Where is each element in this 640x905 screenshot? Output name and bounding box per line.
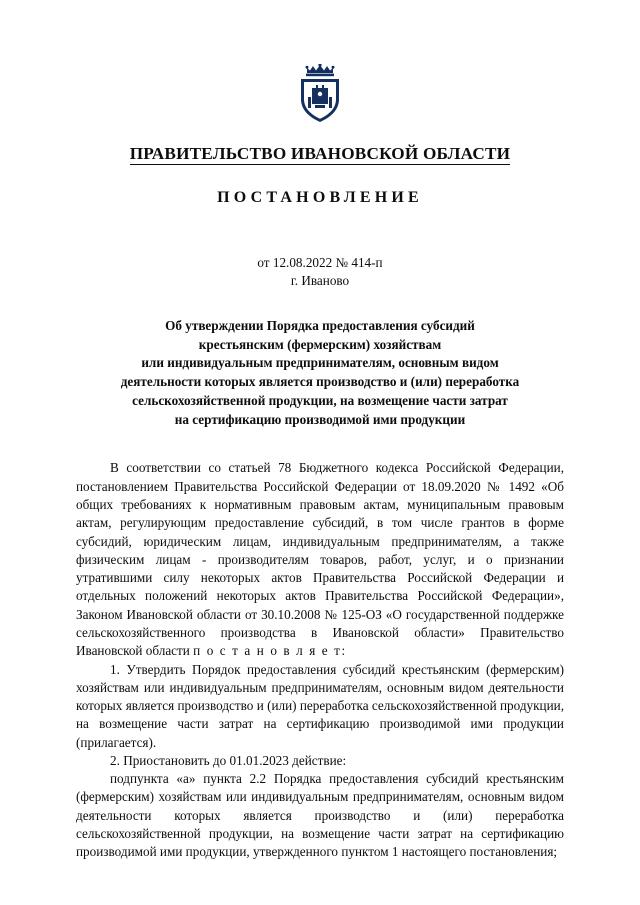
page-title-text: ПРАВИТЕЛЬСТВО ИВАНОВСКОЙ ОБЛАСТИ bbox=[129, 144, 511, 163]
subject-line: деятельности которых является производство и (или) переработка bbox=[120, 374, 520, 390]
subject-line: сельскохозяйственной продукции, на возмещение части затрат bbox=[132, 392, 508, 408]
preamble-paragraph bbox=[76, 459, 564, 660]
preamble-text: В соответствии со статьей 78 Бюджетного кодекса Российской Федерации, постановлением Правительства Российской Федерации от 18.09.2020 № 1492 «Об общих требованиях к нормативным правовым актам, муниципальным правовым актам, регулирующим предоставление субсидий, в том числе грантов в форме субсидий, юридическим лицам, индивидуальным предпринимателям, а также физическим лицам - производителям товаров, работ, услуг, и о признании утратившими силу некоторых актов Правительства Российской Федерации и отдельных положений некоторых актов Правительства Российской Федерации», Законом Ивановской области от 30.10.2008 № 125-ОЗ «О государственной поддержке сельскохозяйственного производства в Ивановской области» Правительство Ивановской области bbox=[76, 460, 564, 659]
document-date: от 12.08.2022 № 414-п bbox=[257, 255, 383, 270]
page-title bbox=[76, 144, 564, 164]
subject-line: на сертификацию производимой ими продукции bbox=[174, 411, 466, 427]
document-type: ПОСТАНОВЛЕНИЕ bbox=[217, 189, 423, 206]
document-city: г. Иваново bbox=[290, 273, 350, 288]
document-body bbox=[76, 459, 564, 861]
coat-of-arms-container bbox=[76, 64, 564, 126]
clause-1: 1. Утвердить Порядок предоставления субсидий крестьянским (фермерским) хозяйствам или индивидуальным предпринимателям, основным видом деятельности которых является производство и (или) переработка сельскохозяйственной продукции, на возмещение части затрат на сертификацию производимой ими продукции (прилагается). bbox=[76, 661, 564, 750]
subject-line: Об утверждении Порядка предоставления субсидий bbox=[165, 318, 475, 333]
coat-of-arms-icon bbox=[287, 64, 353, 124]
subject-line: крестьянским (фермерским) хозяйствам bbox=[198, 336, 442, 352]
clause-2: 2. Приостановить до 01.01.2023 действие: bbox=[110, 752, 347, 768]
resolves-word: п о с т а н о в л я е т: bbox=[193, 643, 347, 659]
subject-line: или индивидуальным предпринимателям, основным видом bbox=[141, 355, 499, 371]
clause-2-subitem: подпункта «а» пункта 2.2 Порядка предоставления субсидий крестьянским (фермерским) хозяйствам или индивидуальным предпринимателям, основным видом деятельности которых является производство и (или) переработка сельскохозяйственной продукции, на возмещение части затрат на сертификацию производимой ими продукции, утвержденного пунктом 1 настоящего постановления; bbox=[76, 771, 564, 860]
document-subject bbox=[76, 317, 564, 429]
